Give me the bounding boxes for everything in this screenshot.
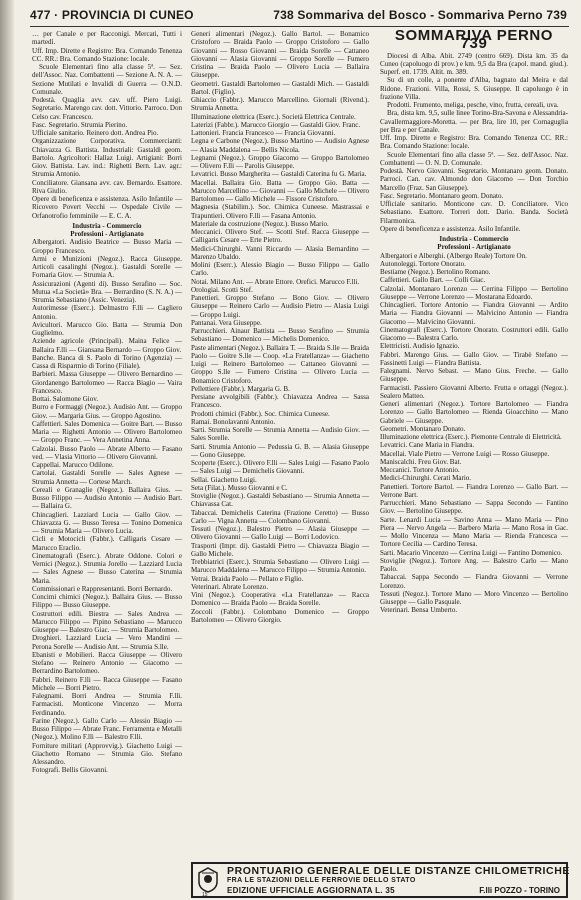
- directory-entry: Sellai. Giachetto Luigi.: [191, 475, 257, 484]
- directory-entry: Opere di beneficenza e assistenza. Asilo Infantile.: [380, 224, 521, 233]
- directory-entry: Chincaglieri. Lazziard Lucia — Gallo Giov. — Chiavazza G. — Busso Teresa — Tonino Domenica — Strumia Maria — Olivero Lucia.: [32, 510, 182, 535]
- directory-entry: Stoviglie (Negoz.). Tortore Ang. — Balestro Carlo — Mano Paolo.: [380, 556, 568, 573]
- directory-entry: Calzolai. Montanaro Lorenzo — Cerrina Filippo — Bertolino Giuseppe — Verrone Lorenzo — Mostarana Edoardo.: [380, 284, 568, 301]
- directory-entry: Cereali e Granaglie (Negoz.). Ballaira Gius. — Busso Filippo — Audisio Antonio — Audisio Bart. — Ballaira G.: [32, 485, 182, 511]
- directory-entry: Cicli e Motocicli (Fabbr.). Calligaris Cesare — Marucco Eraclio.: [32, 535, 182, 552]
- section-heading: Professioni - Artigianato: [437, 243, 511, 252]
- directory-entry: Medici-Chirurghi. Cerati Mario.: [380, 474, 472, 483]
- directory-entry: Parrucchieri. Mano Sebastiano — Sappa Secondo — Fantino Giov. — Bertolino Giuseppe.: [380, 499, 568, 516]
- column-middle: [191, 30, 369, 868]
- directory-entry: Macellai. Viale Pietro — Verrone Luigi — Rosso Giuseppe.: [380, 449, 550, 458]
- directory-entry: Materiale da costruzione (Negoz.). Busso Mario.: [191, 219, 329, 228]
- directory-entry: Tessuti (Negoz.). Tortore Mano — Moro Vincenzo — Bertolino Giuseppe — Gallo Pasquale.: [380, 589, 568, 606]
- directory-entry: Veterinari. Abrate Lorenzo.: [191, 582, 269, 591]
- section-title-sommariva-perno: SOMMARIVA PERNO 739: [394, 27, 554, 53]
- directory-entry: Trasporti (Impr. di). Gastaldi Pietro — Chiavazza Biagio — Gallo Michele.: [191, 541, 369, 558]
- directory-entry: Meccanici. Tortore Antonio.: [380, 466, 460, 474]
- directory-entry: Molini (Eserc.). Alessio Biagio — Busso Filippo — Gallo Carlo.: [191, 261, 369, 278]
- directory-entry: Podestà. Quaglia avv. cav. uff. Piero Luigi. Segretario. Marengo cav. dott. Vittorio. Parroco. Don Celso cav. Francesco.: [32, 96, 182, 121]
- directory-entry: Diocesi di Alba. Abit. 2749 (centro 669). Dista km. 35 da Cuneo (capoluogo di prov.) e km. 9,5 da Bra (capol. mand. giud.). Superf. ett. 1739. Altit. m. 389.: [380, 51, 568, 76]
- directory-entry: Costruttori edili. Biestra — Sales Andrea — Marucco Filippo — Pipino Sebastiano — Marucco Giuseppe — Balestro Giac. — Strumia Bartolomeo.: [32, 609, 182, 634]
- directory-entry: Prodotti. Frumento, meliga, pesche, vino, frutta, cereali, uva.: [387, 101, 559, 109]
- directory-entry: Tessuti (Negoz.). Balestro Pietro — Alasia Giuseppe — Olivero Giovanni — Gallo Luigi — Borri Lodovico.: [191, 525, 369, 542]
- directory-entry: Calzolai. Busso Paolo — Abrate Alberto — Fasano ved. — Vlasia Vittorio — Olivero Giovanni.: [32, 444, 182, 461]
- advertisement-box: [191, 862, 571, 898]
- directory-entry: Sarte. Lenardi Lucia — Savino Anna — Mano Maria — Pino Piera — Nervo Angela — Barbero Maria — Mano Rosa in Gac. — Mollo Vincenza — Mano Maria — Rienda Francesca — Tortore Cecilia — Cardino Teresa.: [380, 515, 568, 549]
- directory-entry: Scoperte (Eserc.). Olivero F.lli — Sales Luigi — Fasano Paolo — Sales Luigi — Demichelis Giovanni.: [191, 459, 369, 476]
- directory-entry: Bottai. Salomone Giov.: [32, 395, 99, 403]
- ad-title: PRONTUARIO GENERALE DELLE DISTANZE CHILOMETRICHE: [227, 865, 571, 877]
- directory-entry: Pantanai. Vera Giuseppe.: [191, 318, 262, 327]
- directory-entry: Cappellai. Marucco Odilone.: [32, 461, 114, 469]
- directory-entry: Droghieri. Lazziard Lucia — Vero Mandini — Perona Sorelle — Audisio Ant. — Strumia S.lle.: [32, 634, 182, 651]
- directory-entry: Chincaglieri. Tortore Antonio — Fiandra Giovanni — Ardito Maria — Fiandra Giovanni — Malvicino Antonio — Fiandra Giacomo — Malvicino Giovanni.: [380, 301, 568, 326]
- directory-entry: Trebbiatrici (Eserc.). Strumia Sebastiano — Olivero Luigi — Marucco Maddalena — Marucco Filippo — Strumia Antonio.: [191, 558, 369, 575]
- directory-entry: Banche. Banca di S. Paolo di Torino (Agenzia) — Cassa di Risparmio di Torino (Filiale).: [32, 353, 182, 370]
- directory-entry: Geometri. Gastaldi Bartolomeo — Gastaldi Mich. — Gastaldi Bartol. (Figlio).: [191, 79, 369, 96]
- directory-entry: Albergatori. Audisio Beatrice — Busso Maria — Groppo Francesco.: [32, 238, 182, 255]
- directory-entry: Conciliatore. Giansana avv. cav. Bernardo. Esattore. Riva Giulio.: [32, 178, 182, 195]
- directory-entry: Armi e Munizioni (Negoz.). Racca Giuseppe. Articoli casalinghi (Negoz.). Gastaldi Sorelle — Fornaria Giov. — Strumia A.: [32, 254, 182, 280]
- ad-edition: EDIZIONE UFFICIALE AGGIORNATA L. 35: [227, 886, 395, 895]
- directory-entry: Panettieri. Tortore Bartol. — Fiandra Lorenzo — Gallo Bart. — Verrone Bart.: [380, 482, 568, 499]
- directory-entry: Elettricisti. Audisio Ignazio.: [380, 342, 460, 351]
- header-left: 477 · PROVINCIA DI CUNEO: [30, 8, 194, 22]
- directory-entry: Prodotti chimici (Fabbr.). Soc. Chimica Cuneese.: [191, 409, 330, 418]
- directory-entry: Meccanici. Olivero Stef. — Scotti Stef. Racca Giuseppe — Calligaris Cesare — Erte Pietro.: [191, 228, 369, 245]
- directory-entry: Fasc. Segretario. Strumia Pierino.: [32, 120, 128, 129]
- running-header: [30, 8, 571, 26]
- directory-entry: Vetrai. Braida Paolo — Pellato e Figlio.: [191, 574, 304, 583]
- directory-entry: Persiane avvolgibili (Fabbr.). Chiavazza Andrea — Sassa Francesco.: [191, 393, 369, 410]
- directory-entry: Lattonieri. Francia Francesco — Francia Giovanni.: [191, 129, 336, 137]
- directory-entry: Burro e Formaggi (Negoz.). Audisio Ant. — Groppo Giov. — Margaria Gius. — Groppo Agostino.: [32, 403, 182, 420]
- directory-entry: Tabaccai. Demichelis Caterina (Frazione Ceretto) — Busso Carlo — Vigna Annetta — Colombano Giovanni.: [191, 508, 369, 525]
- directory-entry: Geometri. Montanaro Donato.: [380, 424, 466, 433]
- directory-entry: Scuole Elementari fino alla classe 5ª. — Sez. dell'Assoc. Naz. Combattenti — Sezione A. N. A. — Sezione Mutilati e Invalidi di Guerra — O.N.D. Comunale.: [32, 63, 182, 96]
- directory-entry: Tabaccai. Sappa Secondo — Fiandra Giovanni — Verrone Lorenzo.: [380, 573, 568, 590]
- directory-entry: Levatrici. Busso Margherita — Gastaldi Caterina fu G. Maria.: [191, 170, 367, 179]
- directory-entry: Notai. Milano Ant. — Abrate Ettore. Orefici. Marucco F.lli.: [191, 277, 360, 286]
- directory-entry: Fotografi. Bellis Giovanni.: [32, 766, 108, 775]
- directory-entry: Forniture militari (Approvvig.). Giachetto Luigi — Giachetto Romano — Strumia Gio. Stefano Alessandro.: [32, 741, 182, 766]
- directory-entry: Seta (Filat.). Musso Giovanni e C.: [191, 483, 288, 492]
- ad-publisher: F.lli POZZO - TORINO: [479, 886, 560, 895]
- directory-entry: Cinematografi (Eserc.). Abrate Oddone. Colori e Vernici (Negoz.). Strumia Jorello — Lazziard Lucia — Sales Agnese — Busso Caterina — Strumia Maria.: [32, 551, 182, 585]
- directory-entry: Zoccoli (Fabbr.). Colombano Domenico — Groppo Bartolomeo — Olivero Giorgio.: [191, 607, 369, 624]
- directory-entry: Stoviglie (Negoz.). Gastaldi Sebastiano — Strumia Annetta — Chiavassa Cat.: [191, 492, 369, 509]
- directory-entry: Veterinari. Bensa Umberto.: [380, 606, 458, 615]
- directory-entry: Ramai. Bonolavanni Antonio.: [191, 417, 276, 426]
- ad-year: 15: [202, 892, 208, 898]
- directory-entry: Cinematografi (Eserc.). Tortore Onorato. Costruttori edili. Gallo Giacomo — Balestra Carlo.: [380, 325, 568, 342]
- directory-entry: Concimi chimici (Negoz.). Ballaira Gius. — Busso Filippo — Busso Giuseppe.: [32, 593, 182, 610]
- directory-entry: Orologiai. Scotti Stef.: [191, 285, 253, 294]
- directory-entry: Caffettieri. Sales Domenica — Goitre Bart. — Busso Maria — Righetti Antonio — Olivero Bartolomeo — Groppo Franc. — Vera Annetina Anna.: [32, 419, 182, 445]
- directory-entry: Ufficiale sanitario. Reinero dott. Andrea Pio.: [32, 129, 159, 137]
- directory-entry: Pellettiere (Fabbr.). Margaria G. B.: [191, 384, 290, 393]
- directory-entry: Opere di beneficenza e assistenza. Asilo Infantile — Ricovero Povert Vecchi — Ospedale Civile — Orfanotrofio femminile — E. C. A.: [32, 195, 182, 220]
- directory-entry: Bra, dista km. 9,5, sulle linee Torino-Bra-Savona e Alessandria-Cavallermaggiore-Moretta. — per Bra, lire 10, per Cornaguglia per Bra e per Canale.: [380, 109, 568, 134]
- directory-entry: Macellai. Ballaira Gio. Batta — Groppo Gio. Batta — Marucco Marcellino — Giovanni — Gallo Michele — Olivero Bartolomeo — Gallo Michele — Fissore Cristoforo.: [191, 178, 369, 203]
- directory-entry: Barbieri. Massa Giuseppe — Olivero Bernardino — Giordanengo Bartolomeo — Racca Biagio — Vaira Francesco.: [32, 370, 182, 395]
- directory-entry: Fasc. Segretario. Montanaro geom. Donato.: [380, 191, 504, 200]
- directory-entry: Autonoleggi. Tortore Onorato.: [380, 259, 466, 268]
- directory-entry: Sarti. Strumia Sorelle — Strumia Annetta — Audisio Giov. — Sales Sorelle.: [191, 426, 369, 443]
- directory-entry: Levatrici. Cane Maria in Fiandra.: [380, 441, 475, 450]
- directory-entry: Fabbri. Marengo Gius. — Gallo Giov. — Tirabè Stefano — Fassinetti Luigi — Fiandra Battista.: [380, 350, 568, 367]
- directory-entry: Magnesia (Stabilim.). Soc. Chimica Cuneese. Mastrassai e Trapuntieri. Olivero F.lli — Fasana Antonio.: [191, 203, 369, 220]
- directory-entry: Cartolai. Gastaldi Sorelle — Sales Agnese — Strumia Annetta — Cortese March.: [32, 469, 182, 486]
- directory-entry: Bestiame (Negoz.). Bertolino Romano.: [380, 268, 491, 276]
- directory-entry: Illuminazione elettrica (Eserc.). Società Elettrica Centrale.: [191, 112, 356, 121]
- directory-entry: Farine (Negoz.). Gallo Carlo — Alessio Biagio — Busso Filippo — Abrate Franc. Ferramenta e Metalli (Negoz.). Molino F.lli — Balestro F.lli.: [32, 716, 182, 742]
- directory-entry: Paste alimentari (Negoz.). Ballaira T. — Braida S.lle — Braida Paolo — Goitre S.lle — Coop. «La Fratellanza» — Giachetto Luigi — Reinero Bartolomeo — Cattaneo Giovanni — Groppo S.lle — Fumero Cristina — Olivero Lucia — Bonamico Cristoforo.: [191, 343, 370, 385]
- section-heading: Industria - Commercio: [439, 235, 509, 243]
- directory-entry: Legnami (Negoz.). Groppo Giacomo — Groppo Bartolomeo — Olivero F.lli — Parolis Giuseppe.: [191, 153, 369, 170]
- column-right-body: [380, 52, 568, 615]
- directory-entry: Panettieri. Groppo Stefano — Bono Giov. — Olivero Giuseppe — Reinero Carlo — Audisio Pietro — Alasia Luigi — Groppo Luigi.: [191, 294, 369, 319]
- book-gutter-shadow: [0, 0, 14, 900]
- header-right: 738 Sommariva del Bosco - Sommariva Perno 739: [273, 8, 567, 22]
- section-heading: Professioni - Artigianato: [70, 230, 144, 238]
- directory-entry: Avicultori. Marucco Gio. Batta — Strumia Don Guglielmo.: [32, 320, 182, 337]
- directory-entry: Falegnami. Nervo Sebast. — Mano Gius. Freche. — Gallo Giuseppe.: [380, 367, 568, 384]
- section-heading: Industria - Commercio: [72, 221, 142, 230]
- directory-entry: Commissionari e Rappresentanti. Borri Bernardo.: [32, 584, 173, 593]
- directory-entry: Autorimesse (Eserc.). Delmastro F.lli — Cagliero Antonio.: [32, 304, 182, 321]
- directory-entry: Illuminazione elettrica (Eserc.). Piemonte Centrale di Elettricità.: [380, 433, 562, 441]
- directory-entry: Aziende agricole (Principali). Maina Felice — Ballaira F.lli — Giansana Bernardo — Groppo Giov.: [32, 337, 182, 354]
- directory-entry: Caffettieri. Gallo Bart. — Colli Giac.: [380, 276, 486, 285]
- directory-entry: Laterizi (Fabbr.). Marucco Giorgio — Gastaldi Giov. Franc.: [191, 120, 361, 129]
- directory-entry: Generi alimentari (Negoz.). Tortore Bartolomeo — Fiandra Lorenzo — Gallo Bartolomeo — Rienda Gioacchino — Mano Gabriele — Giuseppe.: [380, 400, 568, 425]
- directory-entry: Ufficiale sanitario. Monticone cav. D. Conciliatore. Vico Sebastiano. Esattore. Torreri dott. Dario. Banda. Società Filarmonica.: [380, 200, 568, 225]
- directory-entry: Medici-Chirurghi. Vanni Riccardo — Alasia Bernardino — Marenzo Ubaldo.: [191, 244, 369, 261]
- directory-entry: Parrucchieri. Ainaur Battista — Busso Serafino — Strumia Sebastiano — Domenico — Michelis Domenico.: [191, 327, 369, 344]
- directory-entry: Sarti. Strumia Antonio — Pedussia G. B. — Alasia Giuseppe — Gono Giuseppe.: [191, 442, 369, 459]
- directory-entry: Su di un colle, a ponente d'Alba, bagnato dal Meira e dal Ridone. Frazioni. Villa, Rossi, S. Giuseppe. Il capoluogo è in frazione Villa.: [380, 76, 568, 101]
- directory-entry: Farmacisti. Passiero Giovanni Alberto. Frutta e ortaggi (Negoz.). Sealero Matteo.: [380, 383, 568, 400]
- directory-entry: Podestà. Nervo Giovanni. Segretario. Montanaro geom. Donato. Parroci. Can. cav. Almondo don Giacomo — Don Torchio Marcello (Fraz. San Giuseppe).: [380, 167, 568, 192]
- directory-entry: Albergatori e Alberghi. (Albergo Reale) Tortore On.: [380, 251, 527, 260]
- column-left: [32, 30, 182, 868]
- directory-entry: Maniscalchi. Freu Giov. Bat.: [380, 457, 462, 466]
- directory-entry: Legna e Carbone (Negoz.). Busso Martino — Audisio Agnese — Alasia Maddalena — Bellis Nicola.: [191, 137, 369, 154]
- directory-entry: Generi alimentari (Negoz.). Gallo Bartol. — Bonamico Cristoforo — Braida Paolo — Groppo Cristoforo — Gallo Giovanni — Rosso Giovanni — Braida Sorelle — Cattaneo Giovanni — Alasia Giovanni — Groppo Sorelle — Fumero Cristina — Braida Paolo — Olivero Lucia — Ballaira Giuseppe.: [191, 30, 369, 80]
- directory-entry: Uff. Imp. Dirette e Registro: Bra. Comando Tenenza CC. RR.: Bra. Comando Stazione: locale.: [32, 46, 182, 63]
- directory-entry: Falegnami. Borri Andrea — Strumia F.lli. Farmacisti. Monticone Vincenzo — Morra Ferdinando.: [32, 692, 182, 717]
- directory-entry: Assicurazioni (Agenti di). Busso Serafino — Soc. Mutua «La Società» Bra. — Berrardino (S. N. A.) — Strumia Sebastiano (Assic. Venezia).: [32, 279, 182, 304]
- directory-entry: Vini (Negoz.). Cooperativa «La Fratellanza» — Racca Domenico — Braida Paolo — Braida Sorelle.: [191, 591, 369, 608]
- directory-entry: Uff. Imp. Dirette e Registro: Bra. Comando Tenenza CC. RR.: Bra. Comando Stazione: locale.: [380, 134, 568, 151]
- directory-entry: Sarti. Macario Vincenzo — Cerrina Luigi — Fantino Domenico.: [380, 548, 563, 557]
- directory-entry: Organizzazione Corporativa. Commercianti: Chiavazza G. Battista. Industriali: Gastaldi geom. Bartolo. Agricoltori: Hallaz Luigi. Artigiani: Borri Giov. Battista. Lav. ind.: Righetti Bern. Lav. agr.: Strumia Antonio.: [32, 137, 182, 179]
- directory-entry: Ghiaccio (Fabbr.). Marucco Marcellino. Giornali (Rivend.). Strumia Annetta.: [191, 96, 369, 113]
- railway-emblem-icon: [197, 867, 219, 893]
- ad-subtitle: FRA LE STAZIONI DELLE FERROVIE DELLO STATO: [227, 877, 416, 884]
- directory-entry: Ebanisti e Mobilieri. Racca Giuseppe — Olivero Stefano — Reinero Antonio — Giacomo — Berrardino Bartolomeo.: [32, 650, 182, 676]
- directory-entry: Fabbri. Reinero F.lli — Racca Giuseppe — Fasano Michele — Borri Pietro.: [32, 675, 182, 692]
- directory-entry: Scuole Elementari fino alla classe 5ª. — Sez. dell'Assoc. Naz. Combattenti — O. N. D. Comunale.: [380, 150, 568, 167]
- directory-entry: … per Canale e per Racconigi. Mercati, Tutti i martedì.: [32, 30, 182, 47]
- column-right: [380, 27, 568, 615]
